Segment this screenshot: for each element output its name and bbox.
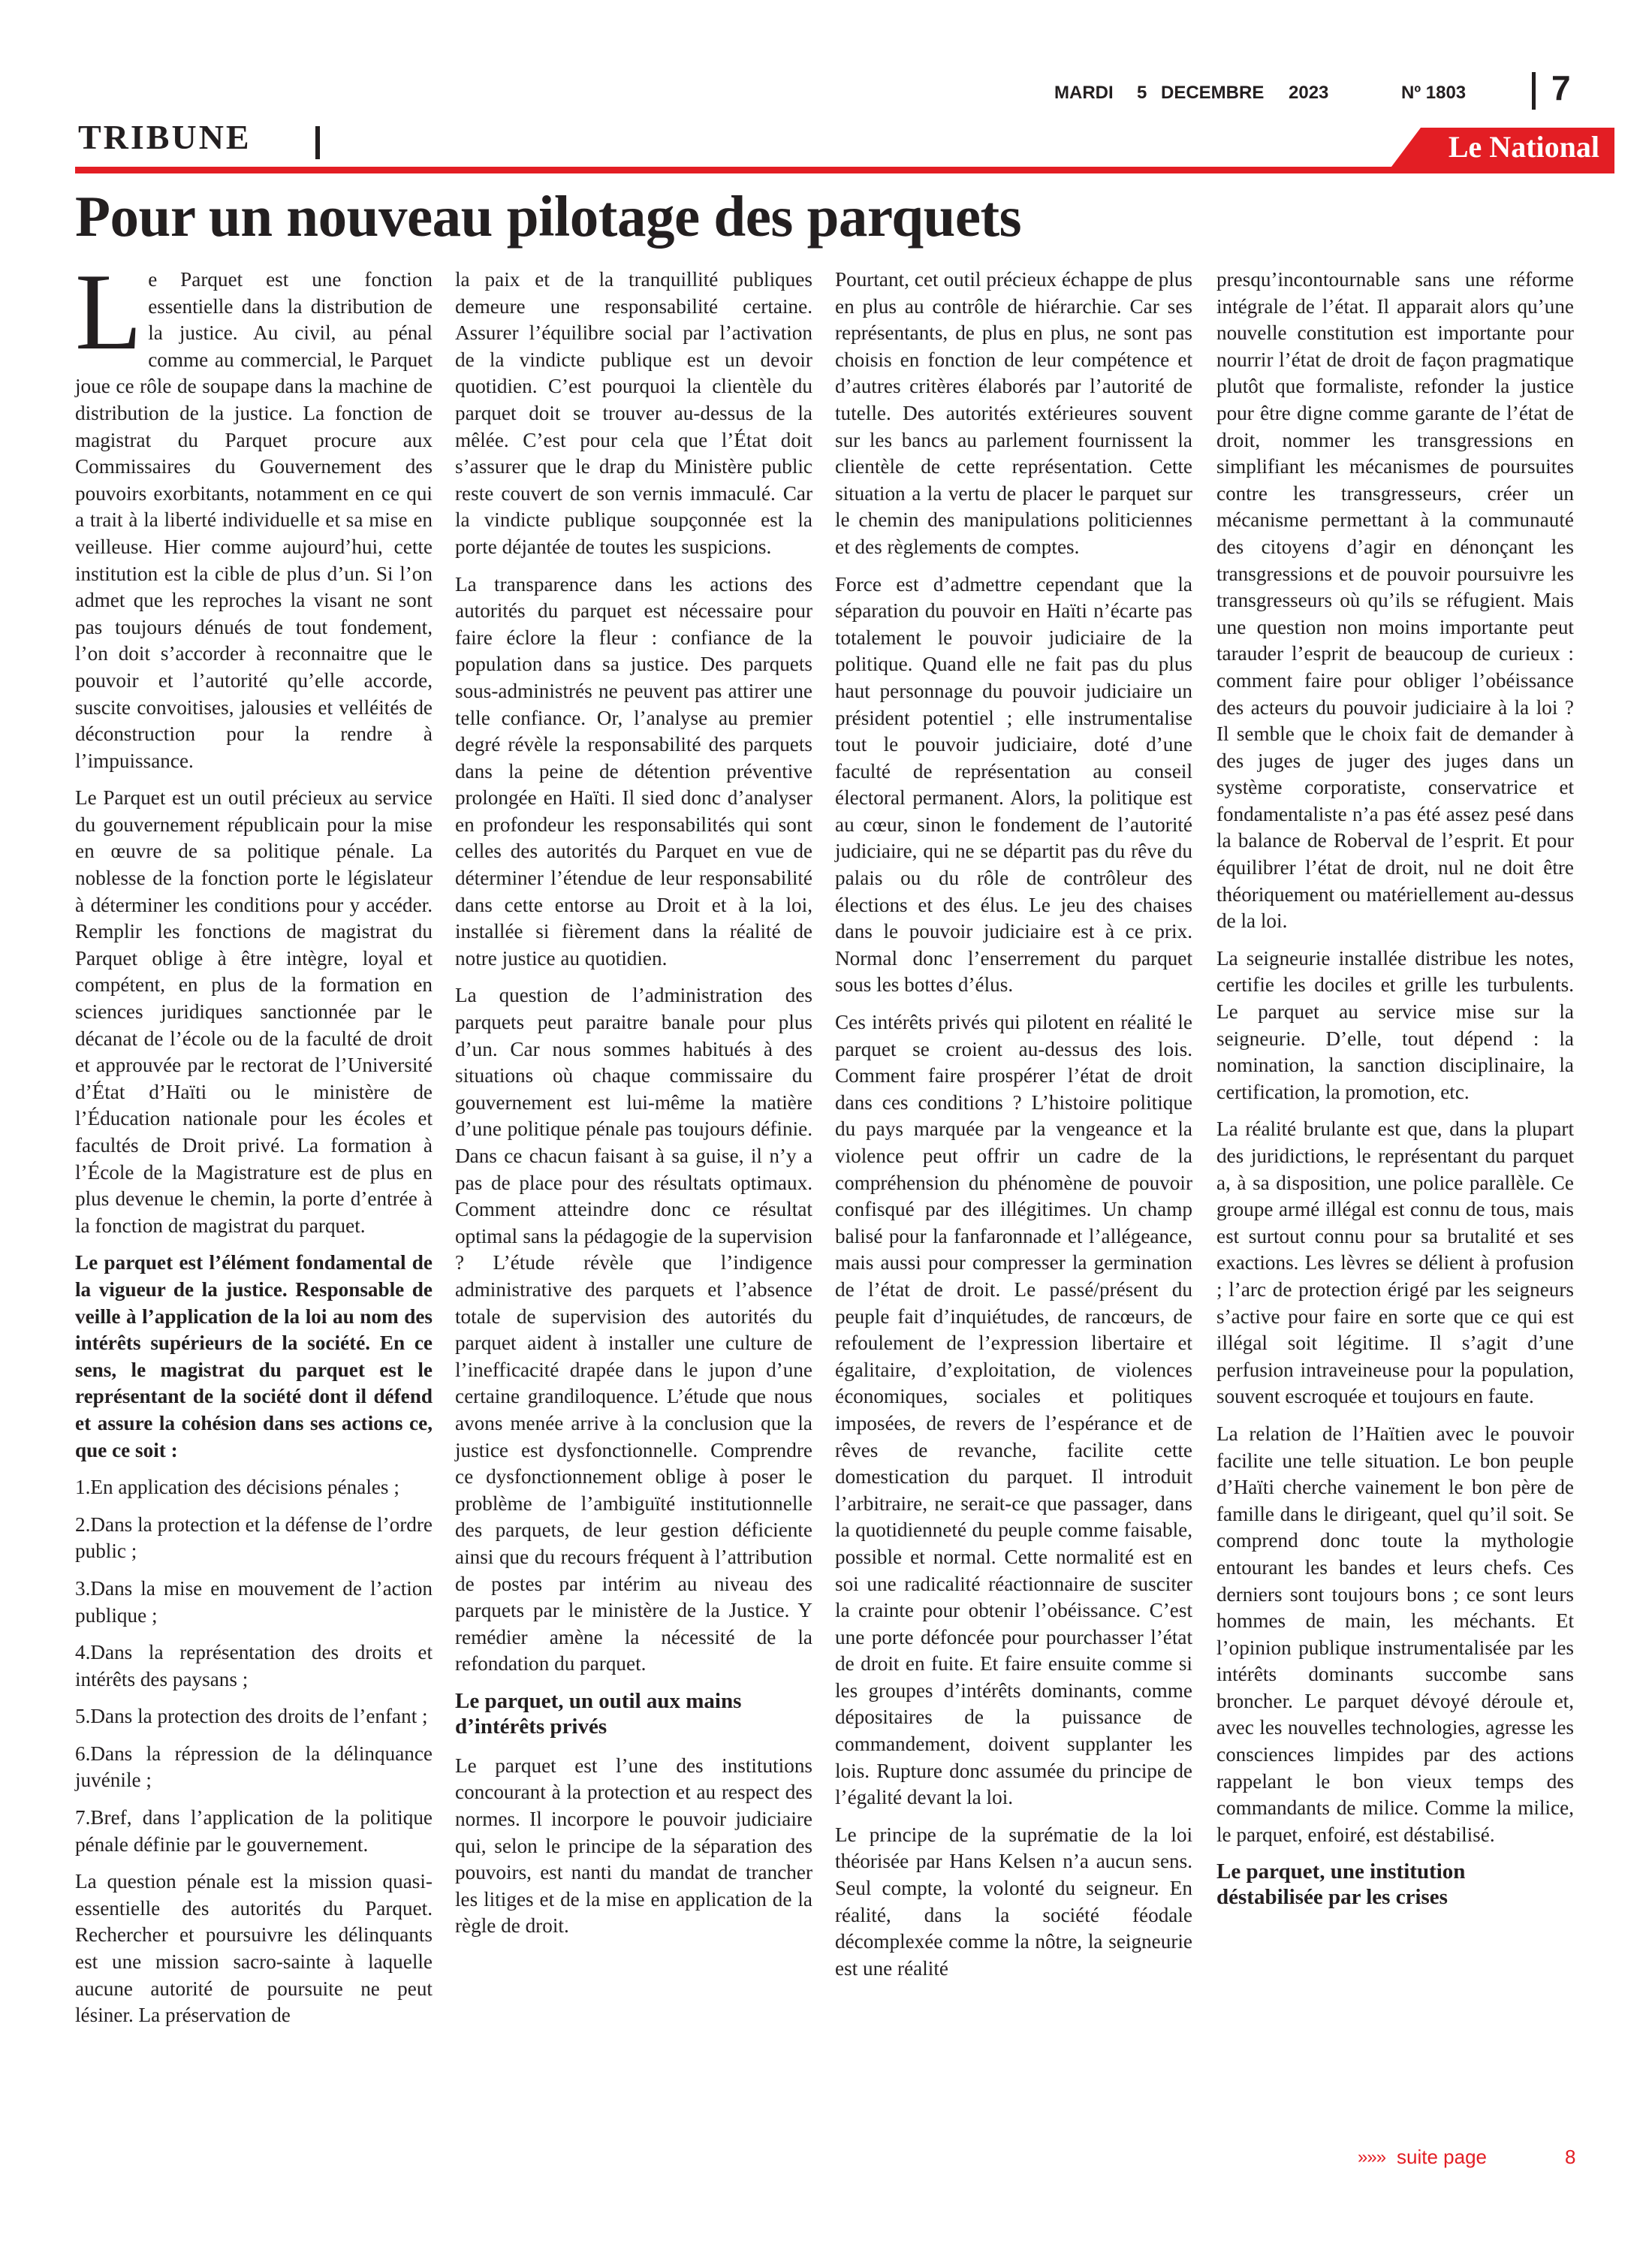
paragraph xyxy=(75,251,433,774)
bold-paragraph: Le parquet est l’élément fondamental de la vigueur de la justice. Responsable de veille à l’application de la loi au nom des intérêts supérieurs de la société. En ce sens, le magistrat du parquet est le représentant de la société dont il défend et assure la cohésion dans ses actions ce, que ce soit : xyxy=(75,1251,433,1461)
paragraph: La seigneurie installée distribue les notes, certifie les dociles et grille les turbulents. Le parquet au service mise sur la seigneurie. D’elle, tout dépend : la nomination, la sanction disciplinaire, la certification, la promotion, etc. xyxy=(1216,946,1574,1103)
article-column-1 xyxy=(75,251,433,2040)
paper-name: Le National xyxy=(1448,130,1599,164)
paragraph: La transparence dans les actions des autorités du parquet est nécessaire pour faire éclore la fleur : confiance de la population dans sa justice. Des parquets sous-administrés ne peuvent pas attirer une telle confiance. Or, l’analyse au premier degré révèle la responsabilité des parquets dans la peine de détention préventive prolongée en Haïti. Il sied donc d’analyser en profondeur les responsabilités qui sont celles des autorités du Parquet en vue de déterminer l’étendue de leur responsabilité dans cette entorse au Droit et à la loi, installée si fièrement dans la réalité de notre justice au quotidien. xyxy=(455,572,812,970)
list-item: 6.Dans la répression de la délinquance juvénile ; xyxy=(75,1742,433,1792)
paragraph: Ces intérêts privés qui pilotent en réalité le parquet se croient au-dessus des lois. Comment faire prospérer l’état de droit dans ces conditions ? L’histoire politique du pays marquée par la vengeance et la violence peut offrir un cadre de la compréhension du phénomène de pouvoir confisqué par des illégitimes. Un champ balisé pour la fanfaronnade et l’allégeance, mais aussi pour compresser la germination de l’état de droit. Le passé/présent du peuple fait d’inquiétudes, de rancœurs, de refoulement de l’expression libertaire et égalitaire, d’exploitation, de violences économiques, sociales et politiques imposées, de revers de l’espérance et de rêves de revanche, facilite cette domestication du parquet. Il introduit l’arbitraire, ne serait-ce que passager, dans la quotidienneté du peuple comme faisable, possible et normal. Cette normalité est en soi une radicalité réactionnaire de susciter la crainte pour obtenir l’obéissance. C’est une porte défoncée pour pourchasser l’état de droit en fuite. Et faire ensuite comme si les groupes d’intérêts dominants, comme dépositaires de la puissance de commandement, doivent supplanter les lois. Rupture donc assumée du principe de l’égalité devant la loi. xyxy=(835,1011,1192,1809)
paragraph: Le Parquet est un outil précieux au service du gouvernement républicain pour la mise en œuvre de sa politique pénale. La noblesse de la fonction porte le législateur à déterminer les conditions pour y accéder. Remplir les fonctions de magistrat du Parquet oblige à être intègre, loyal et compétent, en plus de la formation en sciences juridiques sanctionnée par le décanat de l’école ou de la faculté de droit et approuvée par le rectorat de l’Université d’État d’Haïti ou le ministère de l’Éducation nationale pour les écoles et facultés de Droit privé. La formation à l’École de la Magistrature est de plus en plus devenue le chemin, la porte d’entrée à la fonction de magistrat du parquet. xyxy=(75,786,433,1237)
paragraph: Le parquet est l’une des institutions concourant à la protection et au respect des normes. Il incorpore le pouvoir judiciaire qui, selon le principe de la séparation des pouvoirs, est nanti du mandat de trancher les litiges et de la mise en application de la règle de droit. xyxy=(455,1754,812,1938)
paragraph: Pourtant, cet outil précieux échappe de plus en plus au contrôle de hiérarchie. Car ses représentants, de plus en plus, ne sont pas choisis en fonction de leur compétence et d’autres critères élaborés par l’autorité de tutelle. Des autorités extérieures souvent sur les bancs au parlement fournissent la clientèle de cette représentation. Cette situation a la vertu de placer le parquet sur le chemin des manipulations politiciennes et des règlements de comptes. xyxy=(835,268,1192,558)
article-column-3 xyxy=(835,267,1192,1992)
paragraph: presqu’incontournable sans une réforme intégrale de l’état. Il apparait alors qu’une nouvelle constitution est importante pour nourrir l’état de droit de façon pragmatique plutôt que formaliste, refonder la justice pour être digne comme garante de l’état de droit, nommer les transgressions en simplifiant les mécanismes de poursuites contre les transgresseurs, créer un mécanisme permettant à la communauté des citoyens d’agir en dénonçant les transgressions et de pouvoir poursuivre les transgresseurs où qu’ils se réfugient. Mais une question non moins importante peut tarauder l’esprit de beaucoup de curieux : comment faire pour obliger l’obéissance des acteurs du pouvoir judiciaire à la loi ? Il semble que le choix fait de demander à des juges de juger des juges dans un système corporatiste, conservatrice et fondamentaliste n’a pas été assez pesé dans la balance de Roberval de l’esprit. Et pour équilibrer l’état de droit, nul ne doit être théoriquement ou matériellement au-dessus de la loi. xyxy=(1216,268,1574,933)
paragraph: Force est d’admettre cependant que la séparation du pouvoir en Haïti n’écarte pas totalement le pouvoir judiciaire de la politique. Quand elle ne fait pas du plus haut personnage du pouvoir judiciaire un président potentiel ; elle instrumentalise tout le pouvoir judiciaire, doté d’une faculté de représentation au conseil électoral permanent. Alors, la politique est au cœur, sinon le fondement de l’autorité judiciaire, qui ne se départit pas du rêve du palais ou du rôle de contrôleur des élections et des élus. Le jeu des chaises dans le pouvoir judiciaire est à ce prix. Normal donc l’enserrement du parquet sous les bottes d’élus. xyxy=(835,572,1192,997)
issue-day: MARDI xyxy=(1054,83,1114,103)
continue-label: suite page xyxy=(1397,2146,1487,2168)
page-number-divider xyxy=(1532,72,1536,110)
section-label: TRIBUNE xyxy=(78,118,252,156)
drop-cap: L xyxy=(75,251,143,372)
continue-arrows-icon: »»» xyxy=(1358,2147,1386,2167)
list-item: 5.Dans la protection des droits de l’enfant ; xyxy=(75,1705,428,1728)
list-item: 3.Dans la mise en mouvement de l’action publique ; xyxy=(75,1576,433,1627)
issue-date-number: 5 xyxy=(1137,83,1147,103)
paragraph: La question pénale est la mission quasi-essentielle des autorités du Parquet. Rechercher et poursuivre les délinquants est une mission sacro-sainte à laquelle aucune autorité de poursuite ne peut lésiner. La préservation de xyxy=(75,1870,433,2027)
list-item: 4.Dans la représentation des droits et intérêts des paysans ; xyxy=(75,1641,433,1691)
issue-year: 2023 xyxy=(1289,83,1329,103)
continue-page-link[interactable]: 8 xyxy=(1565,2146,1576,2168)
paragraph: La réalité brulante est que, dans la plupart des juridictions, le représentant du parquet a, à sa disposition, une police parallèle. Ce groupe armé illégal est connu de tous, mais est surtout connu pour sa brutalité et ses exactions. Les lèvres se délient à profusion ; l’arc de protection érigé par les seigneurs s’active pour faire en sorte que ce qui est illégal soit légitime. Il s’agit d’une perfusion intraveineuse pour la population, souvent escroquée et toujours en faute. xyxy=(1216,1117,1574,1408)
issue-month: DECEMBRE xyxy=(1161,83,1265,103)
list-item: 1.En application des décisions pénales ; xyxy=(75,1476,399,1499)
subheading: Le parquet, une institution déstabilisée par les crises xyxy=(1216,1859,1466,1910)
article-title: Pour un nouveau pilotage des parquets xyxy=(75,184,1022,249)
paragraph: Le principe de la suprématie de la loi théorisée par Hans Kelsen n’a aucun sens. Seul compte, la volonté du seigneur. En réalité, dans la société féodale décomplexée comme la nôtre, la seigneurie est une réalité xyxy=(835,1823,1192,1980)
issue-number: Nº 1803 xyxy=(1401,83,1467,103)
section-divider xyxy=(315,126,320,159)
subheading: Le parquet, un outil aux mains d’intérêts privés xyxy=(455,1688,742,1739)
list-item: 7.Bref, dans l’application de la politique pénale définie par le gouvernement. xyxy=(75,1806,433,1856)
paragraph-text: e Parquet est une fonction essentielle dans la distribution de la justice. Au civil, au pénal comme au commercial, le Parquet joue ce rôle de soupape dans la machine de distribution de la justice. La fonction de magistrat du Parquet procure aux Commissaires du Gouvernement des pouvoirs exorbitants, notamment en ce qui a trait à la liberté individuelle et sa mise en veilleuse. Hier comme aujourd’hui, cette institution est la cible de plus d’un. Si l’on admet que les reproches la visant ne sont pas toujours dénués de tout fondement, l’on doit s’accorder à reconnaitre que le pouvoir et l’autorité qu’elle accorde, suscite convoitises, jalousies et velléités de déconstruction pour la rendre à l’impuissance. xyxy=(75,268,433,772)
article-column-2 xyxy=(455,267,812,1950)
header-rule xyxy=(75,167,1614,173)
paragraph: La question de l’administration des parquets peut paraitre banale pour plus d’un. Car nous sommes habitués à des situations où chaque commissaire du gouvernement est lui-même la matière d’une politique pénale pas toujours définie. Dans ce chacun faisant à sa guise, il n’y a pas de place pour des résultats optimaux. Comment atteindre donc ce résultat optimal sans la pédagogie de la supervision ? L’étude révèle que l’indigence administrative des parquets et l’absence totale de supervision des autorités du parquet aident à installer une culture de l’inefficacité drapée dans le jupon d’une certaine grandiloquence. L’étude que nous avons menée arrive à la conclusion que la justice est dysfonctionnelle. Comprendre ce dysfonctionnement oblige à poser le problème de l’ambiguïté institutionnelle des parquets, de leur gestion déficiente ainsi que du recours fréquent à l’attribution de postes par intérim au niveau des parquets par le ministère de la Justice. Y remédier amène la nécessité de la refondation du parquet. xyxy=(455,984,812,1675)
paragraph: la paix et de la tranquillité publiques demeure une responsabilité certaine. Assurer l’équilibre social par l’activation de la vindicte publique est un devoir quotidien. C’est pourquoi la clientèle du parquet doit se trouver au-dessus de la mêlée. C’est pour cela que l’État doit s’assurer que le drap du Ministère public reste couvert de son vernis immaculé. Car la vindicte publique soupçonnée est la porte déjantée de toutes les suspicions. xyxy=(455,268,812,558)
article-column-4 xyxy=(1216,267,1574,1923)
list-item: 2.Dans la protection et la défense de l’ordre public ; xyxy=(75,1513,433,1563)
page-number: 7 xyxy=(1551,68,1571,107)
paragraph: La relation de l’Haïtien avec le pouvoir facilite une telle situation. Le bon peuple d’Haïti cherche vainement le bon père de famille dans le dirigeant, quel qu’il soit. Se comprend donc toute la mythologie entourant les bandes et leurs chefs. Ces derniers sont toujours bons ; ce sont leurs hommes de main, les méchants. Et l’opinion publique instrumentalisée par les intérêts dominants succombe sans broncher. Le parquet dévoyé déroule et, avec les nouvelles technologies, agresse les consciences limpides par des actions rappelant le bon vieux temps des commandants de milice. Comme la milice, le parquet, enfoiré, est déstabilisé. xyxy=(1216,1422,1574,1846)
